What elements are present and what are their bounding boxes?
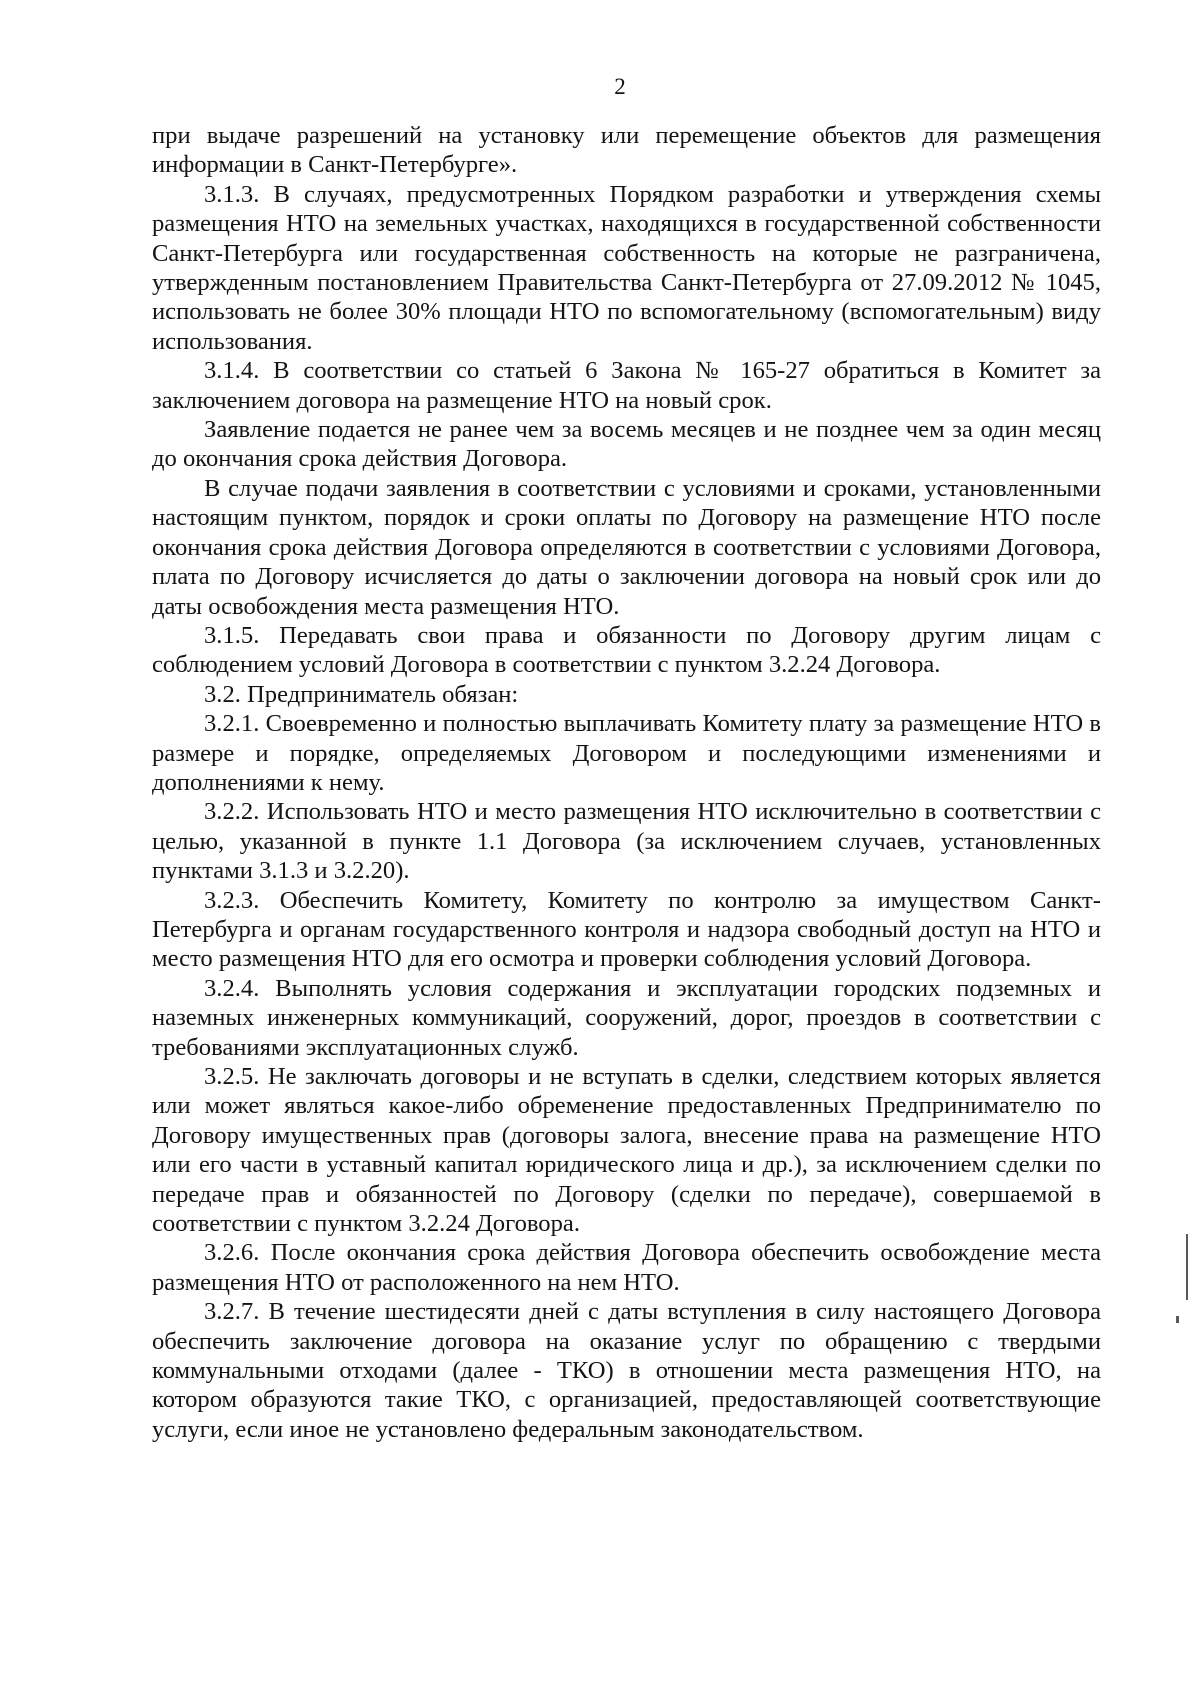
paragraph-application-conditions: В случае подачи заявления в соответствии с условиями и сроками, установленными настоящим пунктом, порядок и сроки оплаты по Договору на размещение НТО после окончания срока действия Договора определяются в соответствии с условиями Договора, плата по Договору исчисляется до даты о заключении договора на новый срок или до даты освобождения места размещения НТО. — [152, 474, 1101, 620]
paragraph-3-2-5: 3.2.5. Не заключать договоры и не вступать в сделки, следствием которых является или может являться какое-либо обременение предоставленных Предпринимателю по Договору имущественных прав (договоры залога, внесение права на размещение НТО или его части в уставный капитал юридического лица и др.), за исключением сделки по передаче прав и обязанностей по Договору (сделки по передаче), совершаемой в соответствии с пунктом 3.2.24 Договора. — [152, 1063, 1101, 1238]
paragraph-3-1-5: 3.1.5. Передавать свои права и обязанности по Договору другим лицам с соблюдением условий Договора в соответствии с пунктом 3.2.24 Договора. — [152, 621, 1101, 679]
paragraph-application-terms: Заявление подается не ранее чем за восемь месяцев и не позднее чем за один месяц до окончания срока действия Договора. — [152, 416, 1101, 473]
page-number: 2 — [614, 74, 626, 99]
paragraph-3-2-3: 3.2.3. Обеспечить Комитету, Комитету по контролю за имуществом Санкт-Петербурга и органам государственного контроля и надзора свободный доступ на НТО и место размещения НТО для его осмотра и проверки соблюдения условий Договора. — [152, 886, 1101, 973]
paragraph-3-2-4: 3.2.4. Выполнять условия содержания и эксплуатации городских подземных и наземных инженерных коммуникаций, сооружений, дорог, проездов в соответствии с требованиями эксплуатационных служб. — [152, 974, 1101, 1061]
paragraph-3-1-3: 3.1.3. В случаях, предусмотренных Порядком разработки и утверждения схемы размещения НТО на земельных участках, находящихся в государственной собственности Санкт-Петербурга или государственная собственность на которые не разграничена, утвержденным постановлением Правительства Санкт-Петербурга от 27.09.2012 № 1045, использовать не более 30% площади НТО по вспомогательному (вспомогательным) виду использования. — [152, 180, 1101, 355]
paragraph-3-2-6: 3.2.6. После окончания срока действия Договора обеспечить освобождение места размещения НТО от расположенного на нем НТО. — [152, 1239, 1101, 1296]
paragraph-3-2-1: 3.2.1. Своевременно и полностью выплачивать Комитету плату за размещение НТО в размере и порядке, определяемых Договором и последующими изменениями и дополнениями к нему. — [152, 710, 1101, 796]
scan-artifact-dot — [1176, 1316, 1179, 1323]
document-body — [152, 121, 1101, 1444]
paragraph-3-2-7: 3.2.7. В течение шестидесяти дней с даты вступления в силу настоящего Договора обеспечить заключение договора на оказание услуг по обращению с твердыми коммунальными отходами (далее - ТКО) в отношении места размещения НТО, на котором образуются такие ТКО, с организацией, предоставляющей соответствующие услуги, если иное не установлено федеральным законодательством. — [152, 1298, 1101, 1443]
scan-artifact-line — [1186, 1234, 1188, 1300]
paragraph-3-2: 3.2. Предприниматель обязан: — [204, 680, 519, 708]
paragraph-3-1-4: 3.1.4. В соответствии со статьей 6 Закона № 165-27 обратиться в Комитет за заключением договора на размещение НТО на новый срок. — [152, 357, 1101, 414]
paragraph-3-2-2: 3.2.2. Использовать НТО и место размещения НТО исключительно в соответствии с целью, указанной в пункте 1.1 Договора (за исключением случаев, установленных пунктами 3.1.3 и 3.2.20). — [152, 798, 1101, 885]
paragraph-continuation: при выдаче разрешений на установку или перемещение объектов для размещения информации в Санкт-Петербурге». — [152, 122, 1101, 179]
